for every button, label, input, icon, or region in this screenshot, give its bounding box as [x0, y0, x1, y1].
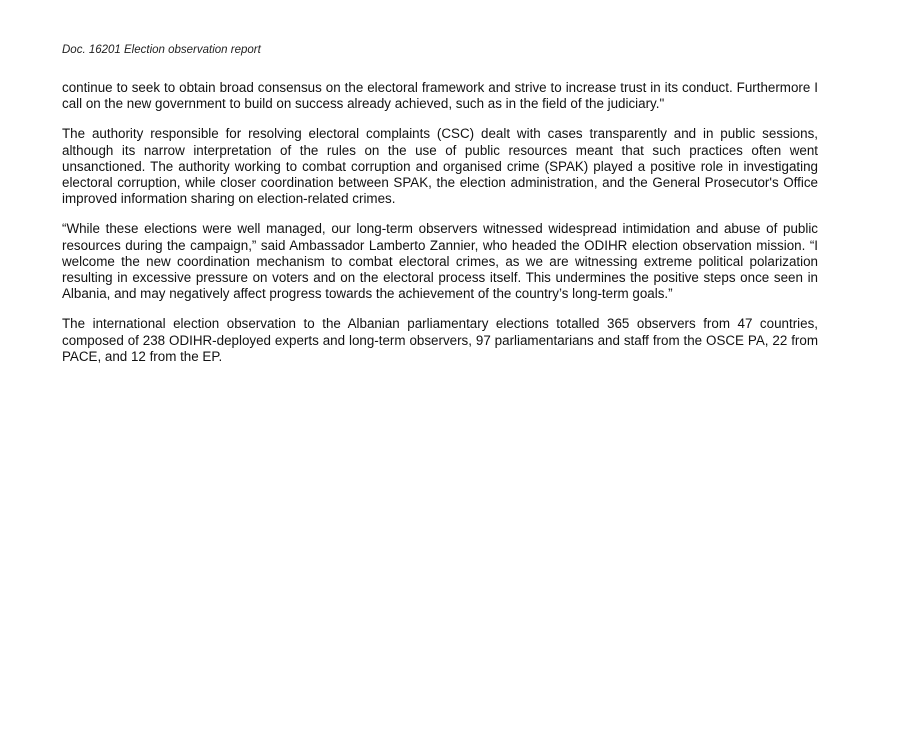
- paragraph-zannier-statement: “While these elections were well managed, our long-term observers witnessed widespread intimidation and abuse of public resources during the campaign,” said Ambassador Lamberto Zannier, who headed the ODIHR election observation mission. “I welcome the new coordination mechanism to combat electoral crimes, as we are witnessing extreme political polarization resulting in excessive pressure on voters and on the electoral process itself. This undermines the positive steps once seen in Albania, and may negatively affect progress towards the achievement of the country’s long-term goals.”: [62, 221, 818, 302]
- paragraph-quote-continuation: continue to seek to obtain broad consensus on the electoral framework and strive to increase trust in its conduct. Furthermore I call on the new government to build on success already achieved, such as in the field of the judiciary.": [62, 80, 818, 112]
- paragraph-complaints-authority: The authority responsible for resolving electoral complaints (CSC) dealt with cases transparently and in public sessions, although its narrow interpretation of the rules on the use of public resources meant that such practices often went unsanctioned. The authority working to combat corruption and organised crime (SPAK) played a positive role in investigating electoral corruption, while closer coordination between SPAK, the election administration, and the General Prosecutor's Office improved information sharing on election-related crimes.: [62, 126, 818, 207]
- document-body: [62, 80, 818, 379]
- paragraph-observer-totals: The international election observation to the Albanian parliamentary elections totalled 365 observers from 47 countries, composed of 238 ODIHR-deployed experts and long-term observers, 97 parliamentarians and staff from the OSCE PA, 22 from PACE, and 12 from the EP.: [62, 316, 818, 364]
- document-header: Doc. 16201 Election observation report: [62, 44, 261, 56]
